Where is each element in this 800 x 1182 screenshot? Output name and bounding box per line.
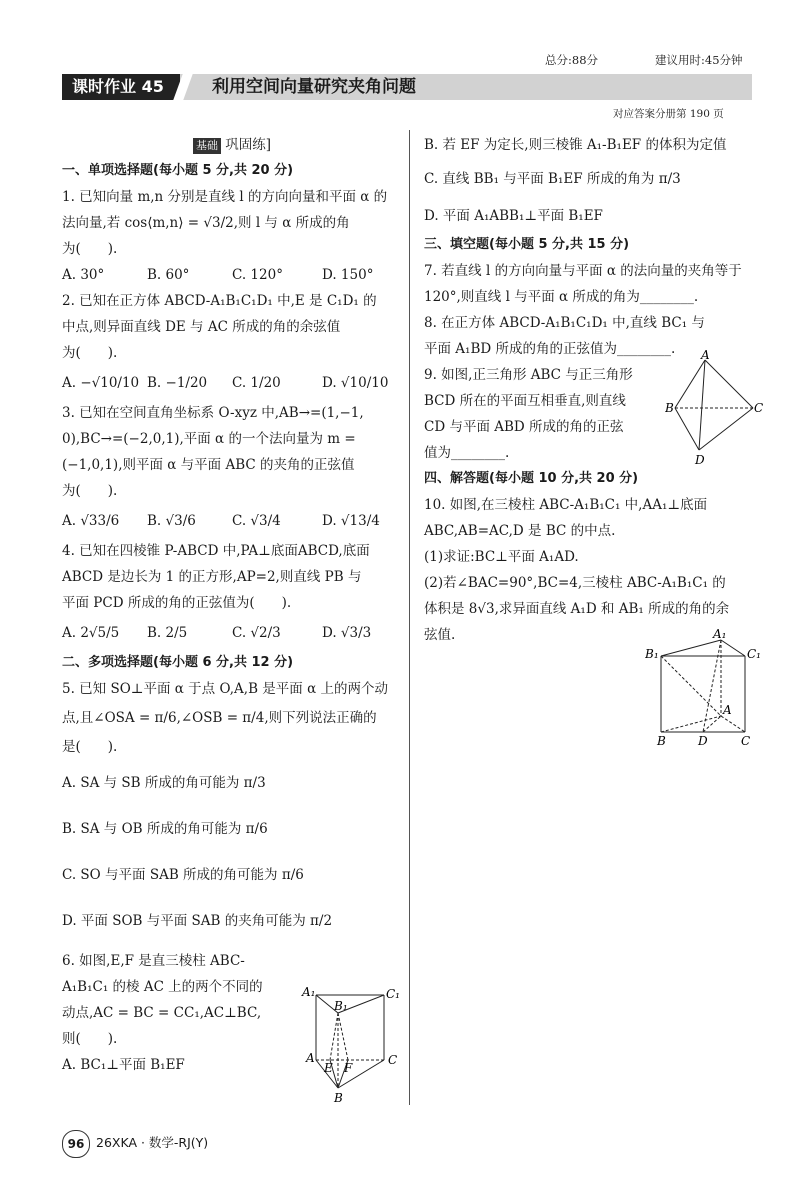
fig6-label: B	[334, 1091, 343, 1105]
fig10-label: C	[741, 734, 751, 748]
q6-line: 动点,AC = BC = CC₁,AC⊥BC,	[62, 1005, 262, 1021]
fig6-label: B₁	[334, 999, 348, 1013]
q6-option-c[interactable]: C. 直线 BB₁ 与平面 B₁EF 所成的角为 π/3	[424, 171, 681, 187]
fig6-label: C	[388, 1053, 398, 1067]
q3-line: 0),BC→=(−2,0,1),平面 α 的一个法向量为 m =	[62, 431, 356, 447]
q6-option-b[interactable]: B. 若 EF 为定长,则三棱锥 A₁-B₁EF 的体积为定值	[424, 137, 727, 153]
section-solution: 四、解答题(每小题 10 分,共 20 分)	[424, 471, 639, 486]
q4-option-c[interactable]: C. √2/3	[232, 625, 281, 641]
question-3	[62, 400, 402, 538]
fig6-label: C₁	[386, 987, 400, 1001]
level-label: 巩固练]	[225, 137, 272, 153]
q3-line: 为( ).	[62, 483, 118, 499]
page-number: 96	[62, 1130, 90, 1158]
fig10-label: A₁	[713, 628, 727, 641]
q5-option-b[interactable]: B. SA 与 OB 所成的角可能为 π/6	[62, 821, 268, 837]
q3-line: (−1,0,1),则平面 α 与平面 ABC 的夹角的正弦值	[62, 457, 355, 473]
q10-line: (1)求证:BC⊥平面 A₁AD.	[424, 549, 579, 565]
q4-line: ABCD 是边长为 1 的正方形,AP=2,则直线 PB 与	[62, 569, 362, 585]
q3-option-d[interactable]: D. √13/4	[322, 513, 380, 529]
section-fill-blank: 三、填空题(每小题 5 分,共 15 分)	[424, 237, 630, 252]
suggested-time: 建议用时:45分钟	[655, 53, 743, 67]
q2-option-d[interactable]: D. √10/10	[322, 375, 389, 391]
q6-option-a[interactable]: A. BC₁⊥平面 B₁EF	[62, 1057, 185, 1073]
q3-line: 3. 已知在空间直角坐标系 O-xyz 中,AB→=(1,−1,	[62, 405, 364, 421]
q4-option-d[interactable]: D. √3/3	[322, 625, 372, 641]
fig10-label: B₁	[645, 647, 659, 661]
fig6-label: A₁	[302, 985, 316, 999]
answer-reference: 对应答案分册第 190 页	[613, 108, 724, 120]
q1-line: 为( ).	[62, 241, 118, 257]
left-column	[62, 132, 402, 1078]
q5-option-c[interactable]: C. SO 与平面 SAB 所成的角可能为 π/6	[62, 867, 304, 883]
q9-line: 值为________.	[424, 445, 510, 461]
q7-line: 120°,则直线 l 与平面 α 所成的角为________.	[424, 289, 699, 305]
q1-option-b[interactable]: B. 60°	[147, 267, 190, 283]
book-code: 26XKA · 数学-RJ(Y)	[96, 1135, 209, 1150]
q2-option-b[interactable]: B. −1/20	[147, 375, 208, 391]
q1-option-d[interactable]: D. 150°	[322, 267, 374, 283]
q3-options	[62, 504, 402, 538]
q4-line: 平面 PCD 所成的角的正弦值为( ).	[62, 595, 292, 611]
q6-line: 则( ).	[62, 1031, 118, 1047]
q10-line: 弦值.	[424, 627, 456, 643]
question-2	[62, 288, 402, 400]
q3-option-b[interactable]: B. √3/6	[147, 513, 196, 529]
section-single-choice: 一、单项选择题(每小题 5 分,共 20 分)	[62, 163, 294, 178]
q2-line: 为( ).	[62, 345, 118, 361]
q10-line: ABC,AB=AC,D 是 BC 的中点.	[424, 523, 616, 539]
fig9-label: B	[665, 401, 674, 415]
q4-option-a[interactable]: A. 2√5/5	[62, 625, 120, 641]
question-6-continued	[424, 132, 764, 232]
column-divider	[409, 130, 410, 1105]
q5-option-a[interactable]: A. SA 与 SB 所成的角可能为 π/3	[62, 775, 266, 791]
fig9-label: C	[754, 401, 764, 415]
fig6-label: A	[306, 1051, 315, 1065]
q9-line: CD 与平面 ABD 所成的角的正弦	[424, 419, 624, 435]
total-score: 总分:88分	[545, 53, 599, 67]
section-multi-choice: 二、多项选择题(每小题 6 分,共 12 分)	[62, 655, 294, 670]
q1-options	[62, 262, 402, 288]
q10-line: 体积是 8√3,求异面直线 A₁D 和 AB₁ 所成的角的余	[424, 601, 730, 617]
fig10-label: A	[723, 703, 732, 717]
q1-line: 法向量,若 cos⟨m,n⟩ = √3/2,则 l 与 α 所成的角	[62, 215, 350, 231]
q4-option-b[interactable]: B. 2/5	[147, 625, 188, 641]
fig10-label: C₁	[747, 647, 761, 661]
tetrahedron-figure-q9	[665, 350, 765, 468]
q6-line: 6. 如图,E,F 是直三棱柱 ABC-	[62, 953, 245, 969]
q2-line: 2. 已知在正方体 ABCD-A₁B₁C₁D₁ 中,E 是 C₁D₁ 的	[62, 293, 377, 309]
fig10-label: D	[698, 734, 708, 748]
q9-line: 9. 如图,正三角形 ABC 与正三角形	[424, 367, 633, 383]
prism-figure-q6	[300, 980, 408, 1105]
prism-figure-q10	[645, 628, 765, 748]
q4-line: 4. 已知在四棱锥 P-ABCD 中,PA⊥底面ABCD,底面	[62, 543, 370, 559]
q1-line: 1. 已知向量 m,n 分别是直线 l 的方向向量和平面 α 的	[62, 189, 388, 205]
q10-line: 10. 如图,在三棱柱 ABC-A₁B₁C₁ 中,AA₁⊥底面	[424, 497, 708, 513]
q7-line: 7. 若直线 l 的方向向量与平面 α 的法向量的夹角等于	[424, 263, 742, 279]
lesson-tab: 课时作业 45	[62, 74, 180, 100]
q2-line: 中点,则异面直线 DE 与 AC 所成的角的余弦值	[62, 319, 341, 335]
fig10-label: B	[657, 734, 666, 748]
q9-line: BCD 所在的平面互相垂直,则直线	[424, 393, 626, 409]
level-badge: 基础	[193, 138, 221, 154]
q2-option-c[interactable]: C. 1/20	[232, 375, 281, 391]
q2-option-a[interactable]: A. −√10/10	[62, 375, 140, 391]
fig6-label: F	[344, 1061, 353, 1075]
q5-line: 是( ).	[62, 739, 118, 755]
q1-option-a[interactable]: A. 30°	[62, 267, 105, 283]
question-10	[424, 492, 764, 648]
fig9-label: D	[695, 453, 705, 467]
q8-line: 平面 A₁BD 所成的角的正弦值为________.	[424, 341, 676, 357]
page-title: 利用空间向量研究夹角问题	[212, 77, 416, 97]
q2-options	[62, 366, 402, 400]
q5-option-d[interactable]: D. 平面 SOB 与平面 SAB 的夹角可能为 π/2	[62, 913, 333, 929]
q8-line: 8. 在正方体 ABCD-A₁B₁C₁D₁ 中,直线 BC₁ 与	[424, 315, 705, 331]
question-5	[62, 676, 402, 944]
fig6-label: E	[324, 1061, 333, 1075]
q5-line: 点,且∠OSA = π/6,∠OSB = π/4,则下列说法正确的	[62, 710, 377, 726]
q5-line: 5. 已知 SO⊥平面 α 于点 O,A,B 是平面 α 上的两个动	[62, 681, 388, 697]
question-4	[62, 538, 402, 650]
level-heading	[62, 132, 402, 158]
question-1	[62, 184, 402, 288]
q10-line: (2)若∠BAC=90°,BC=4,三棱柱 ABC-A₁B₁C₁ 的	[424, 575, 726, 591]
q4-options	[62, 616, 402, 650]
q6-line: A₁B₁C₁ 的棱 AC 上的两个不同的	[62, 979, 263, 995]
q3-option-a[interactable]: A. √33/6	[62, 513, 120, 529]
q1-option-c[interactable]: C. 120°	[232, 267, 283, 283]
fig9-label: A	[701, 350, 710, 362]
question-7	[424, 258, 764, 310]
q3-option-c[interactable]: C. √3/4	[232, 513, 281, 529]
q6-option-d[interactable]: D. 平面 A₁ABB₁⊥平面 B₁EF	[424, 208, 603, 224]
